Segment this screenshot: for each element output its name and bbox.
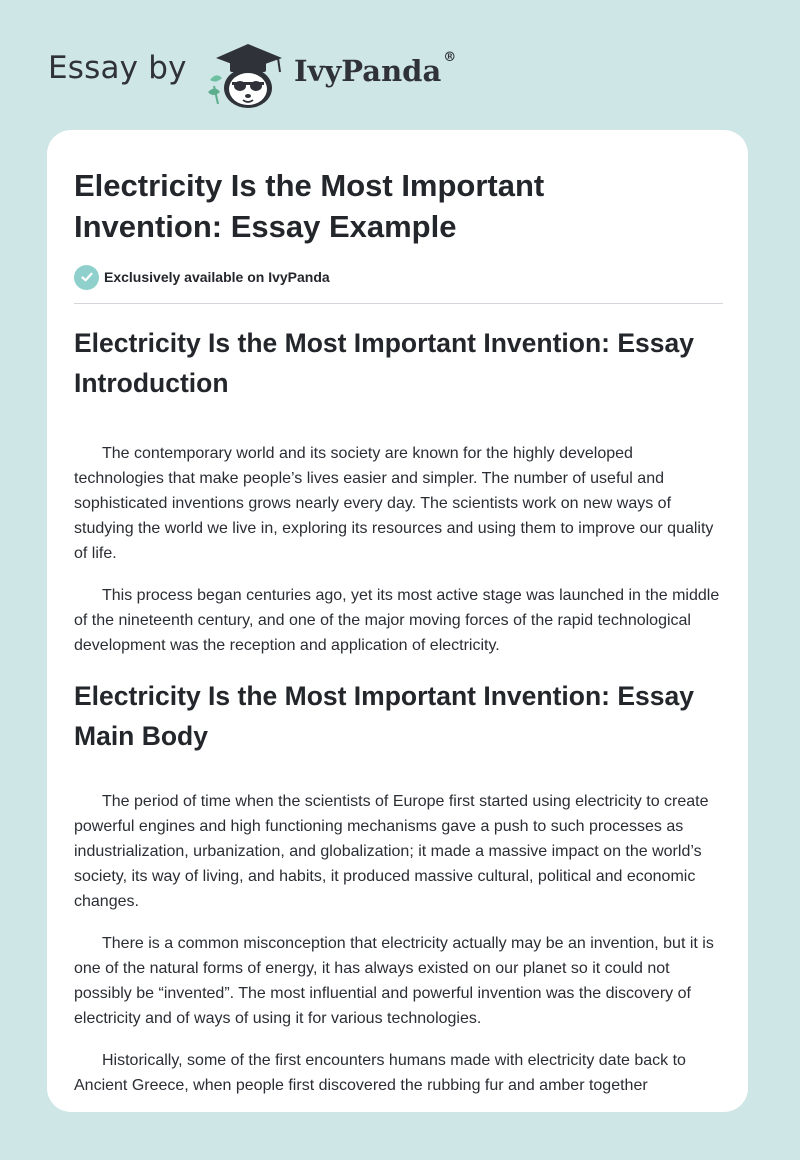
paragraph: There is a common misconception that electricity actually may be an invention, but it is one of the natural forms of energy, it has always existed on our planet so it could not possibly be “invented”. The most influential and powerful invention was the discovery of electricity and of ways of using it for various technologies.: [74, 935, 714, 1027]
section-introduction: [74, 323, 726, 658]
brand-name-text: IvyPanda: [294, 54, 442, 88]
essay-content: [74, 323, 726, 1098]
site-header: [0, 0, 800, 120]
paragraph: The period of time when the scientists of Europe first started using electricity to create powerful engines and high functioning mechanisms gave a push to such processes as industrialization, urbanization, and globalization; it made a massive impact on the world’s society, its way of living, and habits, it produced massive cultural, political and economic changes.: [74, 793, 709, 910]
paragraph: The contemporary world and its society are known for the highly developed technologies that make people’s lives easier and simpler. The number of useful and sophisticated inventions grows nearly every day. The scientists work on new ways of studying the world we live in, exploring its resources and using them to improve our quality of life.: [74, 445, 714, 562]
section-main-body: [74, 676, 726, 1098]
brand-name[interactable]: [294, 50, 457, 88]
paragraph: This process began centuries ago, yet its most active stage was launched in the middle of the nineteenth century, and one of the major moving forces of the rapid technological development was the reception and application of electricity.: [74, 587, 720, 654]
section-heading: Electricity Is the Most Important Invention: Essay Introduction: [74, 328, 694, 398]
registered-mark: ®: [443, 50, 457, 65]
exclusive-badge: [74, 264, 330, 290]
paragraph: Historically, some of the first encounters humans made with electricity date back to Ancient Greece, when people first discovered the rubbing fur and amber together: [74, 1052, 686, 1094]
ivypanda-logo-icon[interactable]: [200, 36, 292, 110]
essay-card: [47, 130, 748, 1112]
badge-label: Exclusively available on IvyPanda: [104, 269, 330, 285]
divider: [74, 303, 723, 304]
brand-prefix: Essay by: [48, 50, 187, 86]
page-title: Electricity Is the Most Important Invention: Essay Example: [74, 168, 545, 244]
check-circle-icon: [74, 265, 99, 290]
section-heading: Electricity Is the Most Important Invention: Essay Main Body: [74, 681, 694, 751]
